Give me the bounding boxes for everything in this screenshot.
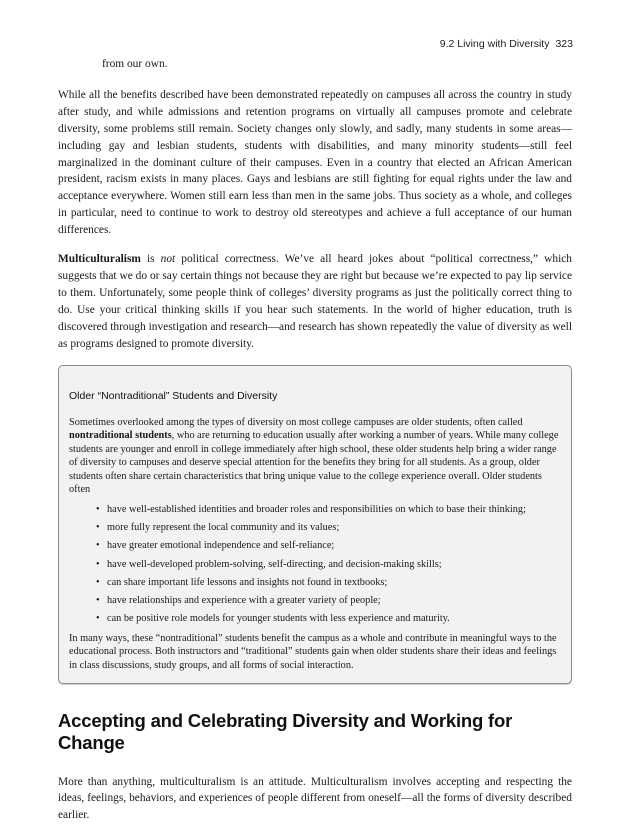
bullet-icon: • xyxy=(96,504,100,516)
page-content xyxy=(58,56,572,824)
bullet-icon: • xyxy=(96,595,100,606)
bullet-icon: • xyxy=(96,613,100,625)
nontraditional-students-callout xyxy=(58,365,572,684)
callout-intro-before: Sometimes overlooked among the types of diversity on most college campuses are older students, often called xyxy=(69,416,523,428)
callout-title: Older “Nontraditional” Students and Diversity xyxy=(69,389,278,402)
multiculturalism-term: Multiculturalism xyxy=(58,253,141,266)
is-text: is xyxy=(140,253,161,266)
list-item xyxy=(96,612,561,626)
section-paragraph: More than anything, multiculturalism is an attitude. Multiculturalism involves accepting and respecting the ideas, feelings, behaviors, and experiences of people different from oneself—all the forms of diversity described earlier. xyxy=(58,775,572,822)
list-item xyxy=(96,576,561,590)
list-item-text: have well-established identities and broader roles and responsibilities on which to base their thinking; xyxy=(107,504,526,516)
list-item xyxy=(96,539,561,553)
list-item-text: can share important life lessons and insights not found in textbooks; xyxy=(107,576,388,588)
list-item-text: can be positive role models for younger students with less experience and maturity. xyxy=(107,613,450,625)
callout-intro-after: , who are returning to education usually after working a number of years. While many college students are younger and enroll in college immediately after high school, these older students help bring a wider range of diversity to campuses and deserve special attention for the benefits they bring for all students. As a group, older students often share certain characteristics that bring unique value to the college experience overall. Older students often xyxy=(69,430,559,496)
section-heading: Accepting and Celebrating Diversity and Working for Change xyxy=(58,709,513,753)
bullet-icon: • xyxy=(96,522,100,534)
list-item-text: have well-developed problem-solving, self-directing, and decision-making skills; xyxy=(107,558,442,570)
paragraph-multiculturalism-rest: political correctness. We’ve all heard jokes about “political correctness,” which suggests that we do or say certain things not because they are right but because we’re expected to pay lip service to them. Unfortunately, some people think of colleges’ diversity programs as just the politically correct thing to do. Use your critical thinking skills if you hear such statements. In the world of higher education, truth is discovered through investigation and research—and research has shown repeatedly the value of diversity as well as programs designed to promote diversity. xyxy=(58,253,572,350)
bullet-icon: • xyxy=(96,576,100,588)
list-item xyxy=(96,558,561,572)
continuation-text: from our own. xyxy=(102,58,168,70)
list-item-text: have greater emotional independence and self-reliance; xyxy=(107,540,335,552)
list-item xyxy=(96,521,561,535)
older-students-list xyxy=(69,503,561,626)
paragraph-multiculturalism xyxy=(58,251,572,352)
bullet-icon: • xyxy=(96,540,100,552)
running-head xyxy=(440,38,573,50)
nontraditional-students-term: nontraditional students xyxy=(69,430,172,442)
list-item-text: have relationships and experience with a greater variety of people; xyxy=(107,595,381,606)
list-item-text: more fully represent the local community and its values; xyxy=(107,522,340,534)
running-head-title: 9.2 Living with Diversity xyxy=(439,38,550,50)
callout-closing: In many ways, these “nontraditional” students benefit the campus as a whole and contribute in meaningful ways to the educational process. Both instructors and “traditional” students gain when older students share their ideas and feelings in class discussions, study groups, and all forms of social interaction. xyxy=(69,632,557,671)
page-number: 323 xyxy=(555,38,573,50)
callout-intro xyxy=(69,416,561,498)
paragraph-diversity-problems: While all the benefits described have been demonstrated repeatedly on campuses all across the country in study after study, and while admissions and retention programs on virtually all campuses promote and celebrate diversity, some problems still remain. Society changes only slowly, and sadly, many students in some areas—including gay and lesbian students, students with disabilities, and many minority students—still feel marginalized in the dominant culture of their campuses. Even in a country that elected an African American president, racism exists in many places. Gays and lesbians are still fighting for equal rights under the law and acceptance everywhere. Women still earn less than men in the same jobs. Thus society as a whole, and colleges in particular, need to continue to work to destroy old stereotypes and achieve a full acceptance of our human differences. xyxy=(58,88,572,237)
list-item xyxy=(96,594,561,608)
bullet-icon: • xyxy=(96,558,100,570)
list-item xyxy=(96,503,561,517)
not-emphasis: not xyxy=(160,253,176,266)
